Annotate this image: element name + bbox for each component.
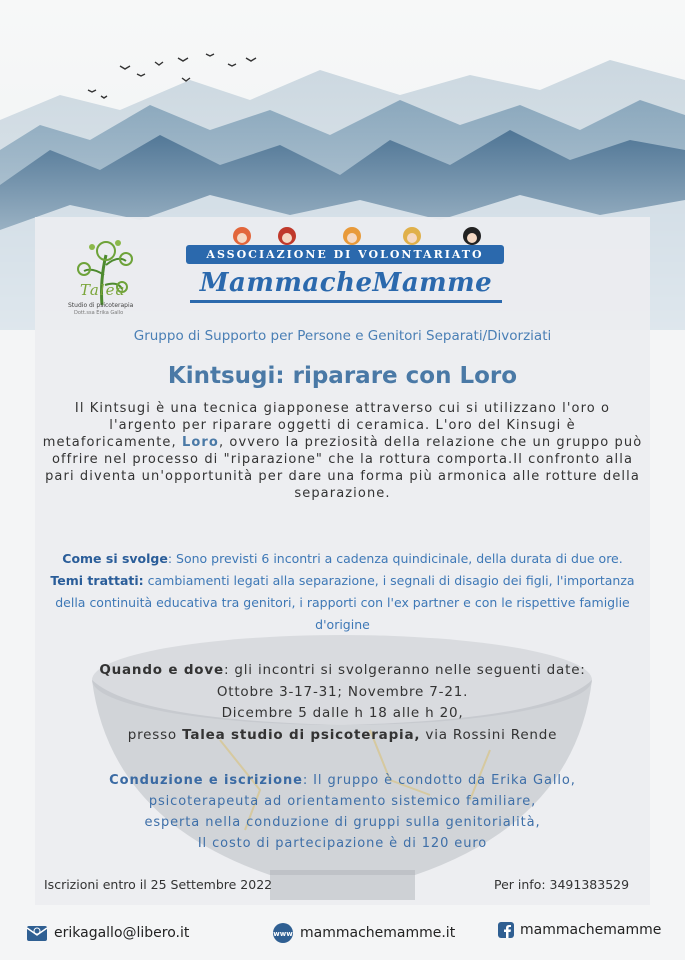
footer-facebook[interactable] — [498, 922, 661, 938]
page-subtitle: Gruppo di Supporto per Persone e Genitori Separati/Divorziati — [133, 328, 552, 344]
when-line2: Ottobre 3-17-31; Novembre 7-21. — [216, 683, 469, 700]
intro-paragraph — [40, 400, 645, 502]
how-label: Come si svolge — [62, 551, 168, 566]
email-icon — [26, 922, 48, 944]
email-text[interactable]: erikagallo@libero.it — [54, 925, 190, 941]
when-line1 — [40, 660, 645, 682]
conduction-text: : Il gruppo è condotto da Erika Gallo, — [302, 773, 576, 788]
details-block — [40, 548, 645, 636]
registration-deadline: Iscrizioni entro il 25 Settembre 2022 — [44, 877, 273, 892]
schedule-block — [40, 660, 645, 746]
place-name: Talea studio di psicoterapia, — [182, 726, 421, 743]
footer-website[interactable] — [272, 922, 455, 944]
topics-text: cambiamenti legati alla separazione, i segnali di disagio dei figli, l'importanza della continuità educativa tra genitori, i rapporti con l'ex partner e con le rispettive famiglie d'origine — [55, 573, 635, 632]
association-name: MammacheMamme — [199, 268, 493, 298]
intro-part2: , ovvero la preziosità della relazione che un gruppo può offrire nel processo di "riparazione" che la rottura comporta.Il confronto alla pari diventa un'opportunità per dare una forma più armonica alle rotture della separazione. — [45, 435, 643, 501]
when-line3: Dicembre 5 dalle h 18 alle h 20, — [221, 705, 464, 721]
talea-logo-wordmark: Talea — [80, 281, 126, 299]
conduction-line3: esperta nella conduzione di gruppi sulla genitorialità, — [144, 815, 541, 830]
facebook-text[interactable]: mammachemamme — [520, 922, 662, 938]
conduction-label: Conduzione e iscrizione — [109, 773, 303, 788]
conduction-line4: Il costo di partecipazione è di 120 euro — [197, 836, 488, 851]
association-banner: ASSOCIAZIONE DI VOLONTARIATO — [186, 245, 504, 264]
website-text[interactable]: mammachemamme.it — [300, 925, 456, 941]
intro-part1: Il Kintsugi è una tecnica giapponese attraverso cui si utilizzano l'oro o l'argento per riparare oggetti di ceramica. L'oro del Kinsugi è metaforicamente, — [42, 401, 611, 450]
footer-email[interactable] — [26, 922, 189, 944]
conduction-block — [40, 770, 645, 854]
place-line — [40, 725, 645, 747]
when-text: : gli incontri si svolgeranno nelle seguenti date: — [223, 662, 586, 678]
facebook-icon — [498, 922, 514, 938]
how-text: : Sono previsti 6 incontri a cadenza quindicinale, della durata di due ore. — [167, 551, 623, 566]
talea-logo-line1: Studio di psicoterapia — [68, 302, 134, 309]
topics-label: Temi trattati: — [50, 573, 144, 588]
intro-highlight: Loro — [182, 435, 219, 450]
conduction-line1 — [40, 770, 645, 791]
topics-line — [40, 570, 645, 636]
info-phone: Per info: 3491383529 — [494, 877, 630, 892]
association-underline — [190, 300, 502, 303]
svg-text:www: www — [273, 930, 293, 938]
when-label: Quando e dove — [99, 662, 224, 678]
how-line — [40, 548, 645, 570]
www-globe-icon — [272, 922, 294, 944]
page-title: Kintsugi: riparare con Loro — [167, 363, 518, 389]
talea-logo-line2: Dott.ssa Erika Gallo — [74, 310, 124, 316]
place-post: via Rossini Rende — [420, 726, 558, 743]
conduction-line2: psicoterapeuta ad orientamento sistemico familiare, — [148, 794, 537, 809]
place-pre: presso — [127, 726, 183, 743]
